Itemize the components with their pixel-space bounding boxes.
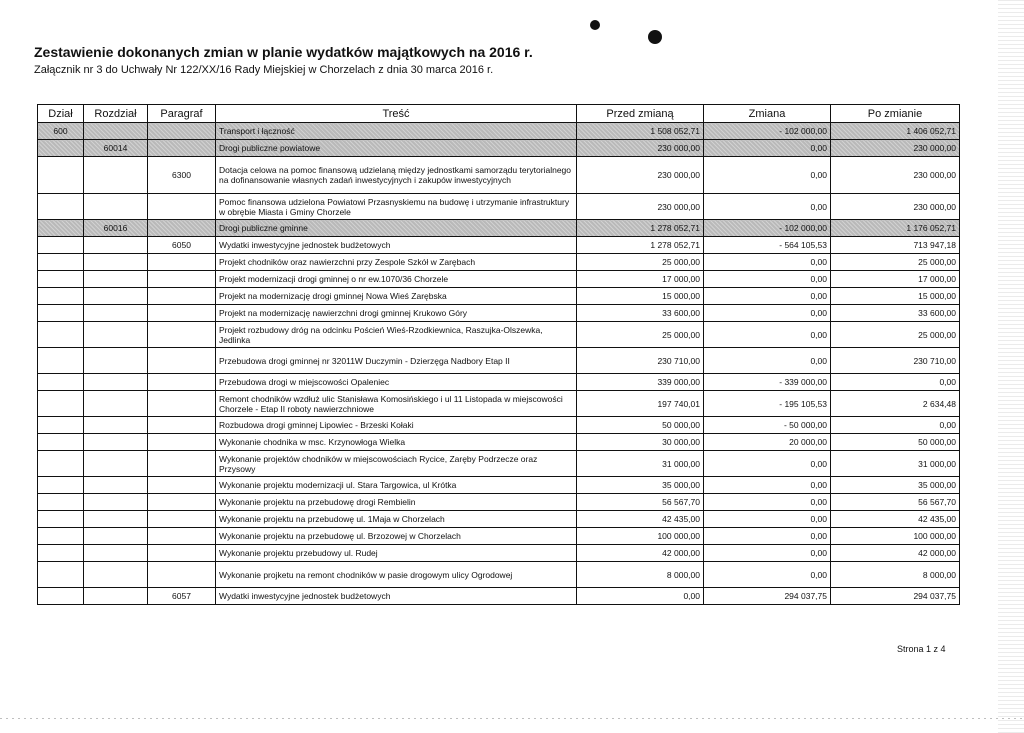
col-header-przed: Przed zmianą (577, 105, 704, 123)
cell-przed: 42 000,00 (577, 545, 704, 562)
table-header-row (38, 105, 960, 123)
cell-rozdzial: 60016 (84, 220, 148, 237)
cell-rozdzial (84, 288, 148, 305)
cell-tresc: Przebudowa drogi w miejscowości Opaleniec (216, 374, 577, 391)
col-header-zmiana: Zmiana (704, 105, 831, 123)
cell-dzial (38, 271, 84, 288)
cell-dzial (38, 417, 84, 434)
cell-rozdzial (84, 348, 148, 374)
table-row (38, 322, 960, 348)
table-row (38, 391, 960, 417)
cell-paragraf (148, 434, 216, 451)
cell-przed: 339 000,00 (577, 374, 704, 391)
table-row (38, 237, 960, 254)
table-row (38, 157, 960, 194)
cell-po: 25 000,00 (831, 254, 960, 271)
cell-zmiana: 0,00 (704, 322, 831, 348)
cell-zmiana: 0,00 (704, 511, 831, 528)
cell-zmiana: 0,00 (704, 288, 831, 305)
cell-dzial (38, 305, 84, 322)
cell-tresc: Projekt chodników oraz nawierzchni przy Zespole Szkół w Zarębach (216, 254, 577, 271)
cell-zmiana: 0,00 (704, 140, 831, 157)
cell-tresc: Drogi publiczne powiatowe (216, 140, 577, 157)
table-row (38, 494, 960, 511)
cell-tresc: Pomoc finansowa udzielona Powiatowi Przasnyskiemu na budowę i utrzymanie infrastruktury w obrębie Miasta i Gminy Chorzele (216, 194, 577, 220)
cell-dzial (38, 237, 84, 254)
cell-paragraf (148, 545, 216, 562)
scan-mark-dot (590, 20, 600, 30)
cell-tresc: Wykonanie chodnika w msc. Krzynowłoga Wielka (216, 434, 577, 451)
cell-dzial (38, 391, 84, 417)
cell-przed: 0,00 (577, 588, 704, 605)
cell-przed: 17 000,00 (577, 271, 704, 288)
cell-przed: 50 000,00 (577, 417, 704, 434)
cell-rozdzial (84, 562, 148, 588)
cell-dzial (38, 322, 84, 348)
cell-zmiana: 0,00 (704, 451, 831, 477)
cell-po: 15 000,00 (831, 288, 960, 305)
table-row (38, 451, 960, 477)
scan-mark-dot (648, 30, 662, 44)
cell-tresc: Wydatki inwestycyjne jednostek budżetowych (216, 237, 577, 254)
cell-po: 1 176 052,71 (831, 220, 960, 237)
cell-zmiana: 0,00 (704, 348, 831, 374)
cell-po: 0,00 (831, 374, 960, 391)
cell-paragraf (148, 123, 216, 140)
cell-rozdzial: 60014 (84, 140, 148, 157)
cell-rozdzial (84, 528, 148, 545)
cell-dzial (38, 374, 84, 391)
page-number: Strona 1 z 4 (897, 644, 946, 654)
cell-zmiana: - 102 000,00 (704, 220, 831, 237)
col-header-po: Po zmianie (831, 105, 960, 123)
cell-rozdzial (84, 271, 148, 288)
cell-rozdzial (84, 545, 148, 562)
cell-tresc: Transport i łączność (216, 123, 577, 140)
cell-po: 230 710,00 (831, 348, 960, 374)
cell-po: 42 000,00 (831, 545, 960, 562)
table-row (38, 545, 960, 562)
cell-przed: 35 000,00 (577, 477, 704, 494)
cell-dzial (38, 545, 84, 562)
cell-dzial (38, 511, 84, 528)
table-row (38, 123, 960, 140)
cell-zmiana: - 50 000,00 (704, 417, 831, 434)
cell-tresc: Wydatki inwestycyjne jednostek budżetowych (216, 588, 577, 605)
cell-rozdzial (84, 123, 148, 140)
cell-rozdzial (84, 494, 148, 511)
cell-tresc: Wykonanie projektu na przebudowę ul. 1Maja w Chorzelach (216, 511, 577, 528)
cell-tresc: Wykonanie projektu na przebudowę ul. Brzozowej w Chorzelach (216, 528, 577, 545)
cell-przed: 1 278 052,71 (577, 237, 704, 254)
cell-dzial: 600 (38, 123, 84, 140)
cell-paragraf (148, 528, 216, 545)
table-row (38, 254, 960, 271)
table-row (38, 528, 960, 545)
cell-przed: 42 435,00 (577, 511, 704, 528)
cell-paragraf (148, 220, 216, 237)
cell-zmiana: 0,00 (704, 528, 831, 545)
col-header-tresc: Treść (216, 105, 577, 123)
cell-paragraf (148, 348, 216, 374)
cell-po: 230 000,00 (831, 157, 960, 194)
cell-paragraf (148, 254, 216, 271)
cell-rozdzial (84, 417, 148, 434)
cell-przed: 15 000,00 (577, 288, 704, 305)
cell-zmiana: 0,00 (704, 494, 831, 511)
cell-zmiana: - 195 105,53 (704, 391, 831, 417)
table-row (38, 477, 960, 494)
col-header-paragraf: Paragraf (148, 105, 216, 123)
cell-przed: 30 000,00 (577, 434, 704, 451)
cell-tresc: Przebudowa drogi gminnej nr 32011W Duczymin - Dzierzęga Nadbory Etap II (216, 348, 577, 374)
cell-rozdzial (84, 305, 148, 322)
scan-bottom-line (0, 718, 1024, 719)
cell-zmiana: - 564 105,53 (704, 237, 831, 254)
table-row (38, 588, 960, 605)
cell-paragraf: 6050 (148, 237, 216, 254)
cell-przed: 230 000,00 (577, 140, 704, 157)
cell-dzial (38, 477, 84, 494)
cell-rozdzial (84, 194, 148, 220)
cell-zmiana: 0,00 (704, 254, 831, 271)
cell-dzial (38, 157, 84, 194)
table-row (38, 305, 960, 322)
cell-rozdzial (84, 511, 148, 528)
cell-rozdzial (84, 477, 148, 494)
cell-tresc: Wykonanie projketu na remont chodników w pasie drogowym ulicy Ogrodowej (216, 562, 577, 588)
col-header-rozdzial: Rozdział (84, 105, 148, 123)
cell-tresc: Wykonanie projektów chodników w miejscowościach Rycice, Zaręby Podrzecze oraz Przysowy (216, 451, 577, 477)
cell-zmiana: 0,00 (704, 545, 831, 562)
cell-paragraf (148, 417, 216, 434)
document-title: Zestawienie dokonanych zmian w planie wydatków majątkowych na 2016 r. (34, 44, 533, 60)
cell-rozdzial (84, 434, 148, 451)
cell-dzial (38, 348, 84, 374)
cell-po: 294 037,75 (831, 588, 960, 605)
cell-dzial (38, 288, 84, 305)
cell-dzial (38, 254, 84, 271)
document-subtitle: Załącznik nr 3 do Uchwały Nr 122/XX/16 Rady Miejskiej w Chorzelach z dnia 30 marca 2016 r. (34, 64, 494, 76)
cell-po: 0,00 (831, 417, 960, 434)
cell-po: 1 406 052,71 (831, 123, 960, 140)
cell-zmiana: 0,00 (704, 305, 831, 322)
cell-tresc: Wykonanie projektu na przebudowę drogi Rembielin (216, 494, 577, 511)
cell-dzial (38, 194, 84, 220)
cell-paragraf (148, 322, 216, 348)
table-row (38, 194, 960, 220)
cell-paragraf (148, 288, 216, 305)
table-row (38, 220, 960, 237)
cell-zmiana: 0,00 (704, 562, 831, 588)
cell-zmiana: 0,00 (704, 157, 831, 194)
cell-zmiana: - 339 000,00 (704, 374, 831, 391)
cell-paragraf (148, 451, 216, 477)
cell-dzial (38, 494, 84, 511)
cell-przed: 25 000,00 (577, 254, 704, 271)
cell-paragraf: 6300 (148, 157, 216, 194)
cell-zmiana: 294 037,75 (704, 588, 831, 605)
table-row (38, 140, 960, 157)
cell-tresc: Projekt rozbudowy dróg na odcinku Poścień Wieś-Rzodkiewnica, Raszujka-Olszewka, Jedlinka (216, 322, 577, 348)
cell-przed: 1 508 052,71 (577, 123, 704, 140)
cell-po: 56 567,70 (831, 494, 960, 511)
cell-paragraf (148, 562, 216, 588)
cell-tresc: Projekt modernizacji drogi gminnej o nr ew.1070/36 Chorzele (216, 271, 577, 288)
cell-dzial (38, 528, 84, 545)
table-row (38, 511, 960, 528)
cell-paragraf: 6057 (148, 588, 216, 605)
cell-paragraf (148, 477, 216, 494)
cell-po: 35 000,00 (831, 477, 960, 494)
cell-przed: 197 740,01 (577, 391, 704, 417)
cell-przed: 31 000,00 (577, 451, 704, 477)
cell-rozdzial (84, 374, 148, 391)
cell-tresc: Remont chodników wzdłuż ulic Stanisława Komosińskiego i ul 11 Listopada w miejscowości Chorzele - Etap II roboty nawierzchniowe (216, 391, 577, 417)
cell-przed: 56 567,70 (577, 494, 704, 511)
cell-zmiana: 0,00 (704, 271, 831, 288)
cell-po: 17 000,00 (831, 271, 960, 288)
cell-tresc: Drogi publiczne gminne (216, 220, 577, 237)
cell-przed: 230 000,00 (577, 194, 704, 220)
cell-paragraf (148, 194, 216, 220)
cell-przed: 230 000,00 (577, 157, 704, 194)
cell-tresc: Projekt na modernizację drogi gminnej Nowa Wieś Zarębska (216, 288, 577, 305)
cell-przed: 230 710,00 (577, 348, 704, 374)
cell-dzial (38, 588, 84, 605)
cell-dzial (38, 434, 84, 451)
table-row (38, 288, 960, 305)
cell-tresc: Dotacja celowa na pomoc finansową udzielaną między jednostkami samorządu terytorialnego na dofinansowanie własnych zadań inwestycyjnych i zakupów inwestycyjnych (216, 157, 577, 194)
cell-dzial (38, 562, 84, 588)
table-row (38, 417, 960, 434)
table-row (38, 271, 960, 288)
cell-przed: 8 000,00 (577, 562, 704, 588)
cell-paragraf (148, 140, 216, 157)
cell-po: 713 947,18 (831, 237, 960, 254)
cell-po: 230 000,00 (831, 194, 960, 220)
cell-tresc: Wykonanie projektu modernizacji ul. Stara Targowica, ul Krótka (216, 477, 577, 494)
cell-tresc: Wykonanie projektu przebudowy ul. Rudej (216, 545, 577, 562)
cell-zmiana: 20 000,00 (704, 434, 831, 451)
cell-zmiana: 0,00 (704, 194, 831, 220)
cell-zmiana: - 102 000,00 (704, 123, 831, 140)
cell-rozdzial (84, 588, 148, 605)
cell-po: 50 000,00 (831, 434, 960, 451)
cell-paragraf (148, 271, 216, 288)
cell-rozdzial (84, 391, 148, 417)
cell-zmiana: 0,00 (704, 477, 831, 494)
cell-paragraf (148, 511, 216, 528)
table-row (38, 374, 960, 391)
cell-przed: 100 000,00 (577, 528, 704, 545)
col-header-dzial: Dział (38, 105, 84, 123)
cell-rozdzial (84, 451, 148, 477)
cell-przed: 25 000,00 (577, 322, 704, 348)
cell-przed: 33 600,00 (577, 305, 704, 322)
cell-po: 33 600,00 (831, 305, 960, 322)
cell-dzial (38, 140, 84, 157)
cell-po: 31 000,00 (831, 451, 960, 477)
cell-po: 230 000,00 (831, 140, 960, 157)
cell-dzial (38, 220, 84, 237)
cell-rozdzial (84, 237, 148, 254)
cell-rozdzial (84, 254, 148, 271)
cell-paragraf (148, 374, 216, 391)
cell-tresc: Projekt na modernizację nawierzchni drogi gminnej Krukowo Góry (216, 305, 577, 322)
cell-paragraf (148, 494, 216, 511)
cell-po: 2 634,48 (831, 391, 960, 417)
cell-paragraf (148, 391, 216, 417)
cell-po: 100 000,00 (831, 528, 960, 545)
cell-po: 8 000,00 (831, 562, 960, 588)
cell-tresc: Rozbudowa drogi gminnej Lipowiec - Brzeski Kołaki (216, 417, 577, 434)
cell-dzial (38, 451, 84, 477)
cell-rozdzial (84, 322, 148, 348)
cell-po: 25 000,00 (831, 322, 960, 348)
table-row (38, 562, 960, 588)
cell-rozdzial (84, 157, 148, 194)
table-row (38, 348, 960, 374)
scan-edge-noise (998, 0, 1024, 733)
budget-changes-table (37, 104, 960, 605)
cell-paragraf (148, 305, 216, 322)
cell-po: 42 435,00 (831, 511, 960, 528)
cell-przed: 1 278 052,71 (577, 220, 704, 237)
table-row (38, 434, 960, 451)
